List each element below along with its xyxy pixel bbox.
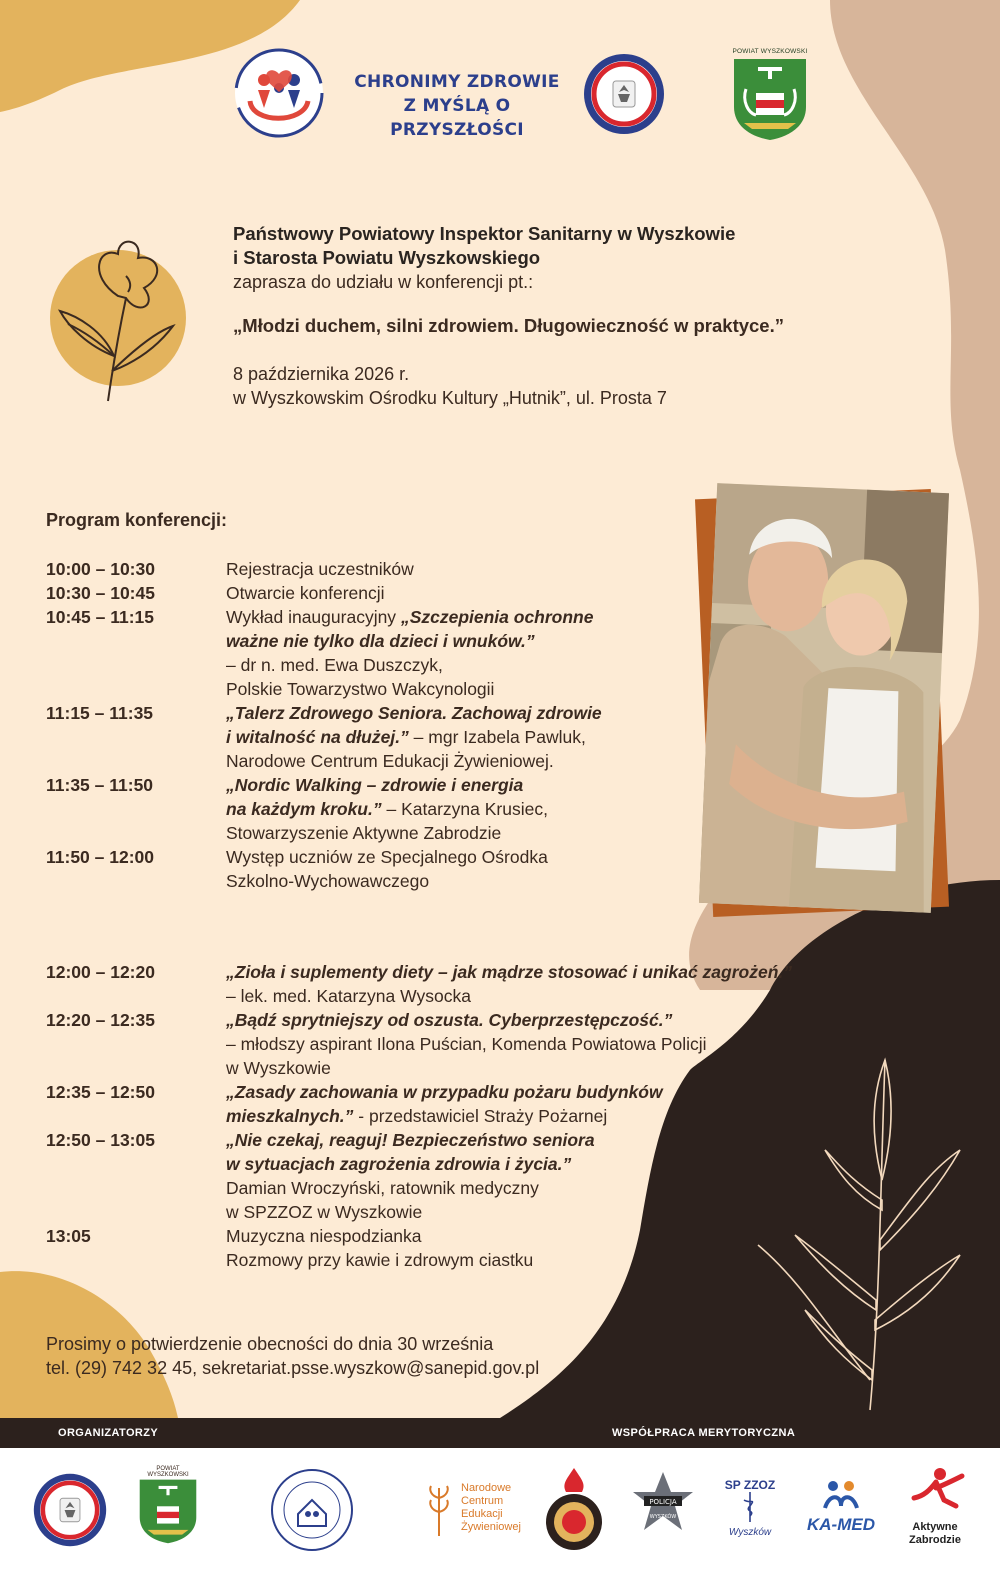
powiat-footer-caption: POWIAT WYSZKOWSKI	[147, 1466, 189, 1478]
talk-title: „Talerz Zdrowego Seniora. Zachowaj zdrowie	[226, 703, 602, 723]
agenda-row	[46, 1224, 946, 1272]
agenda-time: 13:05	[46, 1226, 91, 1246]
agenda-line	[226, 797, 946, 821]
invitation-intro	[233, 222, 973, 410]
agenda-text: w Wyszkowie	[226, 1058, 331, 1078]
agenda-text: Narodowe Centrum Edukacji Żywieniowej.	[226, 751, 554, 771]
talk-title: „Bądź sprytniejszy od oszusta. Cyberprzestępczość.”	[226, 1010, 673, 1030]
agenda-line	[226, 960, 946, 984]
inspekcja-sanitarna-footer-logo	[32, 1472, 108, 1548]
agenda-description	[226, 960, 946, 1008]
agenda-line	[226, 725, 946, 749]
spzzoz-logo	[720, 1478, 780, 1538]
agenda-description	[226, 581, 946, 605]
aktywne-line-1: Aktywne	[912, 1521, 958, 1533]
agenda-line	[226, 1128, 946, 1152]
agenda-text: Damian Wroczyński, ratownik medyczny	[226, 1178, 539, 1198]
police-text: POLICJA	[649, 1498, 677, 1506]
police-logo	[630, 1470, 696, 1541]
agenda-line	[226, 653, 946, 677]
agenda-text: – młodszy aspirant Ilona Puścian, Komenda Powiatowa Policji	[226, 1034, 707, 1054]
kamed-people-icon	[821, 1478, 861, 1510]
agenda-description	[226, 605, 946, 701]
conference-venue: w Wyszkowskim Ośrodku Kultury „Hutnik”, ul. Prosta 7	[233, 388, 667, 408]
talk-title: na każdym kroku.”	[226, 799, 382, 819]
agenda-line	[226, 1008, 946, 1032]
agenda-line	[226, 1056, 946, 1080]
agenda-time: 10:45 – 11:15	[46, 607, 155, 627]
program-heading: Program konferencji:	[46, 510, 228, 530]
agenda-part-2	[46, 960, 946, 1272]
agenda-line	[226, 773, 946, 797]
agenda-text: w SPZZOZ w Wyszkowie	[226, 1202, 423, 1222]
agenda-description	[226, 701, 946, 773]
agenda-line	[226, 1080, 946, 1104]
ncez-line-4: Żywieniowej	[461, 1521, 521, 1533]
ncez-line-3: Edukacji	[461, 1508, 503, 1520]
agenda-line	[226, 1200, 946, 1224]
powiat-caption: POWIAT WYSZKOWSKI	[732, 48, 808, 55]
rsvp-text: Prosimy o potwierdzenie obecności do dnia 30 września	[46, 1334, 494, 1354]
organizer-starost: i Starosta Powiatu Wyszkowskiego	[233, 247, 541, 268]
agenda-line	[226, 821, 946, 845]
talk-title: i witalność na dłużej.”	[226, 727, 409, 747]
talk-title: „Zasady zachowania w przypadku pożaru budynków	[226, 1082, 663, 1102]
agenda-row	[46, 960, 946, 1008]
agenda-description	[226, 1008, 946, 1080]
conference-date: 8 października 2026 r.	[233, 364, 410, 384]
agenda-row	[46, 701, 946, 773]
agenda-row	[46, 605, 946, 701]
ncez-line-1: Narodowe	[461, 1482, 512, 1494]
rsvp-contact	[46, 1332, 539, 1380]
agenda-row	[46, 557, 946, 581]
agenda-row	[46, 773, 946, 845]
agenda-line	[226, 1176, 946, 1200]
school-center-logo	[270, 1468, 354, 1552]
agenda-line	[226, 629, 946, 653]
agenda-time: 11:15 – 11:35	[46, 703, 154, 723]
agenda-description	[226, 845, 946, 893]
agenda-text: – mgr Izabela Pawluk,	[408, 727, 586, 747]
tagline-line-1: CHRONIMY ZDROWIE	[354, 72, 560, 92]
tagline-line-2: Z MYŚLĄ O PRZYSZŁOŚCI	[390, 96, 524, 140]
agenda-line	[226, 677, 946, 701]
agenda-row	[46, 1128, 946, 1224]
agenda-description	[226, 1224, 946, 1272]
fire-service-logo	[542, 1466, 606, 1556]
agenda-time: 12:50 – 13:05	[46, 1130, 155, 1150]
agenda-row	[46, 1080, 946, 1128]
agenda-time: 10:00 – 10:30	[46, 559, 155, 579]
flower-illustration	[48, 236, 198, 406]
agenda-line	[226, 845, 946, 869]
talk-title: „Zioła i suplementy diety – jak mądrze stosować i unikać zagrożeń.”	[226, 962, 793, 982]
powiat-crest-icon	[732, 57, 808, 141]
organizers-label: ORGANIZATORZY	[58, 1427, 159, 1439]
aktywne-line-2: Zabrodzie	[909, 1534, 961, 1546]
agenda-text: Wykład inauguracyjny	[226, 607, 401, 627]
agenda-description	[226, 1080, 946, 1128]
agenda-text: Otwarcie konferencji	[226, 583, 385, 603]
agenda-text: - przedstawiciel Straży Pożarnej	[353, 1106, 608, 1126]
talk-title: w sytuacjach zagrożenia zdrowia i życia.”	[226, 1154, 572, 1174]
agenda-time: 12:20 – 12:35	[46, 1010, 155, 1030]
talk-title: „Szczepienia ochronne	[400, 607, 594, 627]
police-star-icon	[630, 1470, 696, 1536]
aktywne-zabrodzie-logo	[900, 1466, 970, 1547]
conference-title: „Młodzi duchem, silni zdrowiem. Długowieczność w praktyce.”	[233, 315, 784, 336]
wheat-icon	[425, 1478, 453, 1538]
agenda-text: Muzyczna niespodzianka	[226, 1226, 422, 1246]
kamed-logo	[798, 1478, 884, 1535]
spzzoz-sub: Wyszków	[728, 1527, 772, 1538]
inspekcja-sanitarna-logo	[582, 52, 666, 136]
powiat-wyszkowski-logo	[730, 48, 810, 146]
agenda-time: 10:30 – 10:45	[46, 583, 155, 603]
talk-title: „Nie czekaj, reaguj! Bezpieczeństwo seniora	[226, 1130, 595, 1150]
agenda-line	[226, 701, 946, 725]
runner-icon	[900, 1466, 970, 1516]
cooperation-label: WSPÓŁPRACA MERYTORYCZNA	[612, 1427, 796, 1439]
powiat-footer-logo	[136, 1466, 200, 1549]
agenda-description	[226, 557, 946, 581]
agenda-text: Występ uczniów ze Specjalnego Ośrodka	[226, 847, 548, 867]
campaign-tagline	[342, 70, 572, 142]
agenda-text: Stowarzyszenie Aktywne Zabrodzie	[226, 823, 502, 843]
agenda-row	[46, 1008, 946, 1080]
agenda-row	[46, 581, 946, 605]
agenda-text: Rozmowy przy kawie i zdrowym ciastku	[226, 1250, 534, 1270]
police-sub: WYSZKÓW	[649, 1514, 677, 1520]
kamed-text: KA-MED	[807, 1515, 875, 1534]
agenda-text: Rejestracja uczestników	[226, 559, 414, 579]
agenda-line	[226, 1248, 946, 1272]
agenda-line	[226, 869, 946, 893]
agenda-line	[226, 749, 946, 773]
spzzoz-text: SP ZZOZ	[724, 1478, 776, 1492]
agenda-line	[226, 581, 946, 605]
agenda-text: Polskie Towarzystwo Wakcynologii	[226, 679, 495, 699]
agenda-time: 12:00 – 12:20	[46, 962, 155, 982]
agenda-line	[226, 1224, 946, 1248]
contact-details: tel. (29) 742 32 45, sekretariat.psse.wyszkow@sanepid.gov.pl	[46, 1358, 540, 1378]
agenda-description	[226, 773, 946, 845]
footer-label-band	[0, 1418, 1000, 1448]
invite-text: zaprasza do udziału w konferencji pt.:	[233, 272, 534, 292]
talk-title: mieszkalnych.”	[226, 1106, 354, 1126]
agenda-text: – dr n. med. Ewa Duszczyk,	[226, 655, 443, 675]
agenda-time: 11:50 – 12:00	[46, 847, 155, 867]
organizer-inspector: Państwowy Powiatowy Inspektor Sanitarny w Wyszkowie	[233, 223, 736, 244]
agenda-description	[226, 1128, 946, 1224]
agenda-line	[226, 605, 946, 629]
agenda-line	[226, 1152, 946, 1176]
agenda-line	[226, 984, 946, 1008]
agenda-line	[226, 1032, 946, 1056]
agenda-line	[226, 1104, 946, 1128]
talk-title: „Nordic Walking – zdrowie i energia	[226, 775, 524, 795]
agenda-text: Szkolno-Wychowawczego	[226, 871, 430, 891]
agenda-line	[226, 557, 946, 581]
agenda-row	[46, 845, 946, 893]
ncez-logo	[425, 1478, 521, 1538]
powiat-footer-crest-icon	[138, 1478, 198, 1544]
partner-logos	[0, 1448, 1000, 1587]
ncez-line-2: Centrum	[461, 1495, 504, 1507]
agenda-part-1	[46, 557, 946, 893]
agenda-time: 12:35 – 12:50	[46, 1082, 155, 1102]
agenda-time: 11:35 – 11:50	[46, 775, 154, 795]
caduceus-icon	[742, 1492, 758, 1522]
talk-title: ważne nie tylko dla dzieci i wnuków.”	[226, 631, 535, 651]
chronimy-zdrowie-logo	[232, 46, 326, 140]
agenda-text: – lek. med. Katarzyna Wysocka	[226, 986, 471, 1006]
agenda-text: – Katarzyna Krusiec,	[381, 799, 548, 819]
